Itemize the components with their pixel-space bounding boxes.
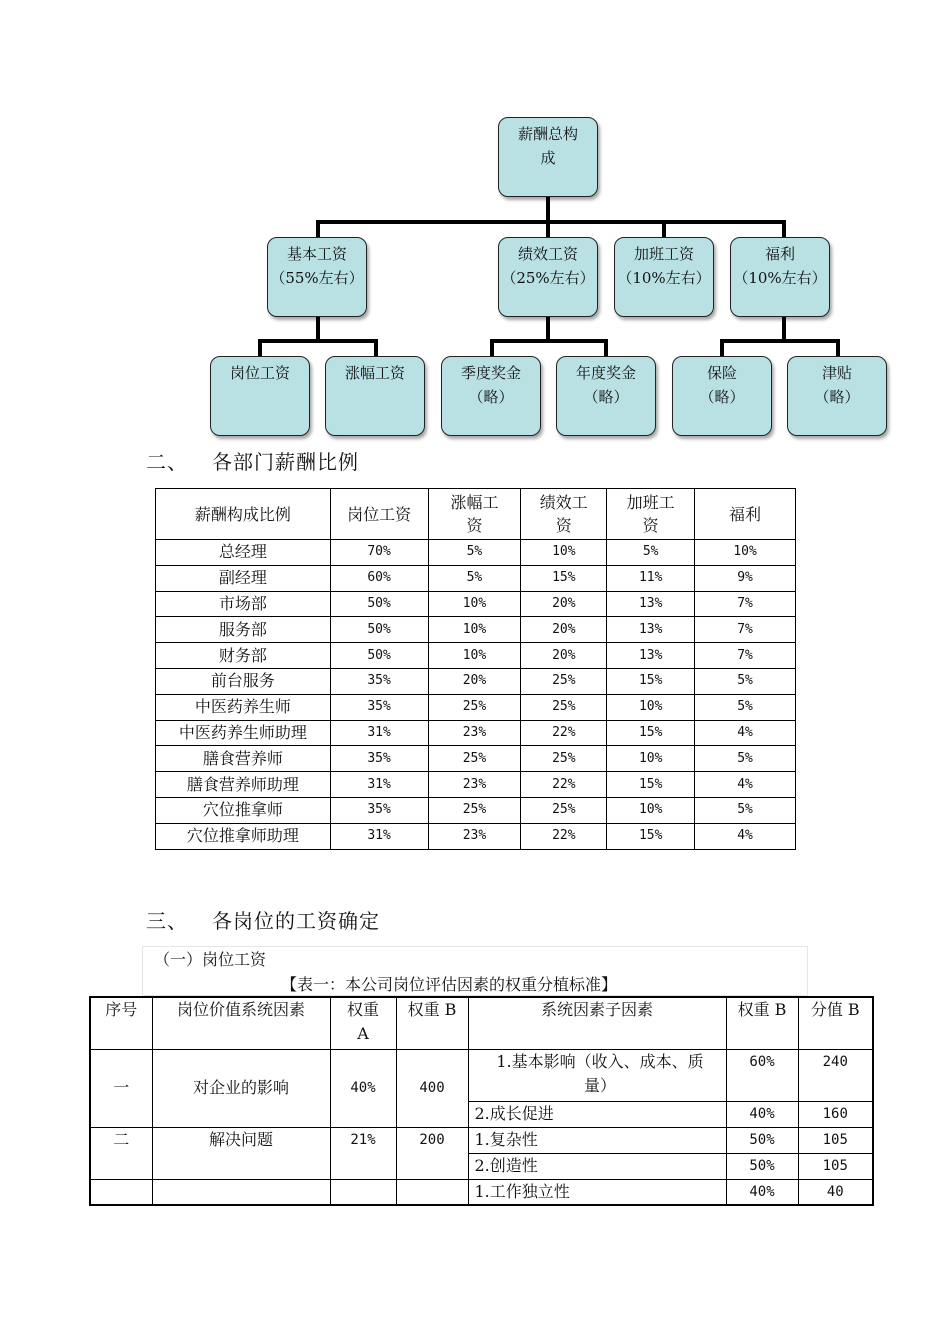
ratio-cell: 5%	[428, 540, 521, 566]
department-ratio-table	[155, 488, 796, 850]
connector-line	[546, 220, 550, 238]
connector-line	[782, 220, 786, 238]
connector-line	[316, 220, 320, 238]
org-root-line1: 薪酬总构	[517, 125, 578, 143]
subweight-cell: 50%	[726, 1127, 798, 1153]
table-header-row	[90, 997, 873, 1049]
node-note: （略）	[699, 388, 745, 406]
column-header: 权重 A	[330, 997, 396, 1049]
node-name: 岗位工资	[229, 364, 290, 382]
ratio-cell: 35%	[330, 694, 428, 720]
table-row	[156, 668, 796, 694]
ratio-cell: 35%	[330, 746, 428, 772]
score-cell: 160	[798, 1101, 873, 1127]
ratio-cell: 10%	[521, 540, 607, 566]
subweight-cell: 40%	[726, 1101, 798, 1127]
score-cell: 40	[798, 1179, 873, 1205]
org-root-line2: 成	[540, 149, 556, 167]
ratio-cell: 7%	[695, 617, 796, 643]
org-root-node	[498, 117, 598, 197]
connector-line	[782, 315, 786, 341]
org-node-allowance	[787, 356, 887, 436]
subweight-cell: 40%	[726, 1179, 798, 1205]
score-cell: 105	[798, 1127, 873, 1153]
department-cell: 财务部	[156, 643, 331, 669]
ratio-cell: 10%	[607, 746, 695, 772]
ratio-cell: 5%	[695, 797, 796, 823]
connector-line	[316, 220, 786, 224]
subfactor-cell: 1.基本影响（收入、成本、质 量）	[468, 1049, 726, 1101]
ratio-cell: 23%	[428, 720, 521, 746]
ratio-cell: 20%	[521, 617, 607, 643]
node-name: 福利	[764, 245, 795, 263]
ratio-cell: 5%	[695, 668, 796, 694]
section-title: 各岗位的工资确定	[212, 909, 380, 933]
ratio-cell: 7%	[695, 643, 796, 669]
ratio-cell: 10%	[607, 797, 695, 823]
connector-line	[490, 339, 608, 343]
subfactor-cell: 2.创造性	[468, 1153, 726, 1179]
ratio-cell: 60%	[330, 565, 428, 591]
connector-line	[258, 339, 262, 357]
ratio-cell: 50%	[330, 591, 428, 617]
ratio-cell: 13%	[607, 617, 695, 643]
ratio-cell: 11%	[607, 565, 695, 591]
ratio-cell: 20%	[521, 643, 607, 669]
ratio-cell: 4%	[695, 772, 796, 798]
weight-a-cell: 21%	[330, 1127, 396, 1179]
ratio-cell: 25%	[428, 746, 521, 772]
table-caption: 【表一：本公司岗位评估因素的权重分植标准】	[281, 975, 618, 994]
section-title: 各部门薪酬比例	[212, 450, 359, 474]
ratio-cell: 23%	[428, 823, 521, 849]
ratio-cell: 70%	[330, 540, 428, 566]
department-cell: 穴位推拿师助理	[156, 823, 331, 849]
org-node-basic-salary	[267, 237, 367, 317]
node-name: 年度奖金	[575, 364, 636, 382]
ratio-cell: 15%	[607, 720, 695, 746]
ratio-cell: 10%	[607, 694, 695, 720]
connector-line	[374, 339, 378, 357]
connector-line	[258, 339, 378, 343]
department-cell: 穴位推拿师	[156, 797, 331, 823]
org-node-quarter-bonus	[441, 356, 541, 436]
ratio-cell: 9%	[695, 565, 796, 591]
ratio-cell: 10%	[428, 591, 521, 617]
node-name: 加班工资	[633, 245, 694, 263]
column-header: 权重 B	[726, 997, 798, 1049]
subfactor-cell: 2.成长促进	[468, 1101, 726, 1127]
table-row	[156, 823, 796, 849]
weight-b-cell: 200	[396, 1127, 468, 1179]
table-row	[90, 1179, 873, 1205]
ratio-cell: 5%	[695, 694, 796, 720]
ratio-cell: 13%	[607, 643, 695, 669]
connector-line	[604, 339, 608, 357]
column-header: 序号	[90, 997, 152, 1049]
column-header: 绩效工 资	[521, 489, 607, 540]
node-name: 涨幅工资	[344, 364, 405, 382]
connector-line	[720, 339, 840, 343]
node-name: 津贴	[821, 364, 852, 382]
column-header: 涨幅工 资	[428, 489, 521, 540]
node-note: （略）	[814, 388, 860, 406]
connector-line	[720, 339, 724, 357]
table-row	[156, 746, 796, 772]
node-note: （略）	[468, 388, 514, 406]
subweight-cell: 50%	[726, 1153, 798, 1179]
ratio-cell: 22%	[521, 720, 607, 746]
table-row	[156, 694, 796, 720]
column-header: 岗位价值系统因素	[152, 997, 330, 1049]
ratio-cell: 5%	[695, 746, 796, 772]
ratio-cell: 25%	[521, 746, 607, 772]
table-row	[90, 1127, 873, 1153]
table-row	[156, 591, 796, 617]
column-header: 系统因素子因素	[468, 997, 726, 1049]
weight-a-cell: 40%	[330, 1049, 396, 1127]
table-row	[156, 617, 796, 643]
weight-b-cell: 400	[396, 1049, 468, 1127]
table-row	[156, 772, 796, 798]
connector-line	[662, 220, 666, 238]
column-header: 加班工 资	[607, 489, 695, 540]
ratio-cell: 10%	[695, 540, 796, 566]
node-share: （25%左右）	[501, 269, 595, 287]
subweight-cell: 60%	[726, 1049, 798, 1101]
ratio-cell: 23%	[428, 772, 521, 798]
subfactor-cell: 1.复杂性	[468, 1127, 726, 1153]
ratio-cell: 13%	[607, 591, 695, 617]
table-row	[156, 540, 796, 566]
score-cell: 240	[798, 1049, 873, 1101]
department-cell: 总经理	[156, 540, 331, 566]
column-header: 薪酬构成比例	[156, 489, 331, 540]
node-name: 季度奖金	[460, 364, 521, 382]
ratio-cell: 25%	[521, 797, 607, 823]
ratio-cell: 15%	[607, 772, 695, 798]
factor-cell	[152, 1179, 330, 1205]
department-cell: 前台服务	[156, 668, 331, 694]
node-name: 保险	[706, 364, 737, 382]
org-node-annual-bonus	[556, 356, 656, 436]
ratio-cell: 50%	[330, 643, 428, 669]
ratio-cell: 35%	[330, 797, 428, 823]
ratio-cell: 7%	[695, 591, 796, 617]
ratio-cell: 5%	[607, 540, 695, 566]
subsection-title: （一）岗位工资	[154, 950, 267, 969]
ratio-cell: 50%	[330, 617, 428, 643]
column-header: 权重 B	[396, 997, 468, 1049]
table-row	[156, 720, 796, 746]
ratio-cell: 10%	[428, 617, 521, 643]
ratio-cell: 15%	[607, 823, 695, 849]
org-node-insurance	[672, 356, 772, 436]
ratio-cell: 15%	[607, 668, 695, 694]
seq-cell: 一	[90, 1049, 152, 1127]
node-share: （10%左右）	[617, 269, 711, 287]
ratio-cell: 4%	[695, 720, 796, 746]
node-name: 基本工资	[286, 245, 347, 263]
seq-cell	[90, 1179, 152, 1205]
connector-line	[836, 339, 840, 357]
ratio-cell: 25%	[521, 668, 607, 694]
connector-line	[546, 315, 550, 341]
score-cell: 105	[798, 1153, 873, 1179]
section-3-heading	[146, 905, 380, 934]
ratio-table-body	[156, 540, 796, 850]
ratio-cell: 22%	[521, 772, 607, 798]
department-cell: 市场部	[156, 591, 331, 617]
department-cell: 中医药养生师	[156, 694, 331, 720]
table-header-row	[156, 489, 796, 540]
department-cell: 副经理	[156, 565, 331, 591]
ratio-cell: 4%	[695, 823, 796, 849]
table-row	[156, 643, 796, 669]
column-header: 岗位工资	[330, 489, 428, 540]
section-2-heading	[146, 446, 359, 475]
section-number: 三、	[146, 909, 188, 933]
ratio-cell: 31%	[330, 720, 428, 746]
table-row	[90, 1049, 873, 1101]
ratio-cell: 25%	[521, 694, 607, 720]
table-row	[156, 565, 796, 591]
weight-b-cell	[396, 1179, 468, 1205]
node-note: （略）	[583, 388, 629, 406]
connector-line	[546, 196, 550, 222]
department-cell: 膳食营养师	[156, 746, 331, 772]
org-node-welfare	[730, 237, 830, 317]
department-cell: 膳食营养师助理	[156, 772, 331, 798]
column-header: 福利	[695, 489, 796, 540]
subfactor-cell: 1.工作独立性	[468, 1179, 726, 1205]
node-share: （10%左右）	[733, 269, 827, 287]
column-header: 分值 B	[798, 997, 873, 1049]
ratio-cell: 22%	[521, 823, 607, 849]
table-row	[156, 797, 796, 823]
ratio-cell: 20%	[521, 591, 607, 617]
department-cell: 中医药养生师助理	[156, 720, 331, 746]
org-node-overtime-salary	[614, 237, 714, 317]
factor-cell: 对企业的影响	[152, 1049, 330, 1127]
ratio-cell: 20%	[428, 668, 521, 694]
ratio-cell: 5%	[428, 565, 521, 591]
weight-a-cell	[330, 1179, 396, 1205]
connector-line	[316, 315, 320, 341]
ratio-cell: 31%	[330, 772, 428, 798]
org-node-post-salary	[210, 356, 310, 436]
node-name: 绩效工资	[517, 245, 578, 263]
post-weight-table	[89, 996, 874, 1206]
ratio-cell: 15%	[521, 565, 607, 591]
connector-line	[490, 339, 494, 357]
ratio-cell: 25%	[428, 797, 521, 823]
ratio-cell: 35%	[330, 668, 428, 694]
org-node-performance-salary	[498, 237, 598, 317]
ratio-cell: 31%	[330, 823, 428, 849]
section-number: 二、	[146, 450, 188, 474]
department-cell: 服务部	[156, 617, 331, 643]
org-node-raise-salary	[325, 356, 425, 436]
node-share: （55%左右）	[270, 269, 364, 287]
ratio-cell: 25%	[428, 694, 521, 720]
seq-cell: 二	[90, 1127, 152, 1179]
factor-cell: 解决问题	[152, 1127, 330, 1179]
ratio-cell: 10%	[428, 643, 521, 669]
